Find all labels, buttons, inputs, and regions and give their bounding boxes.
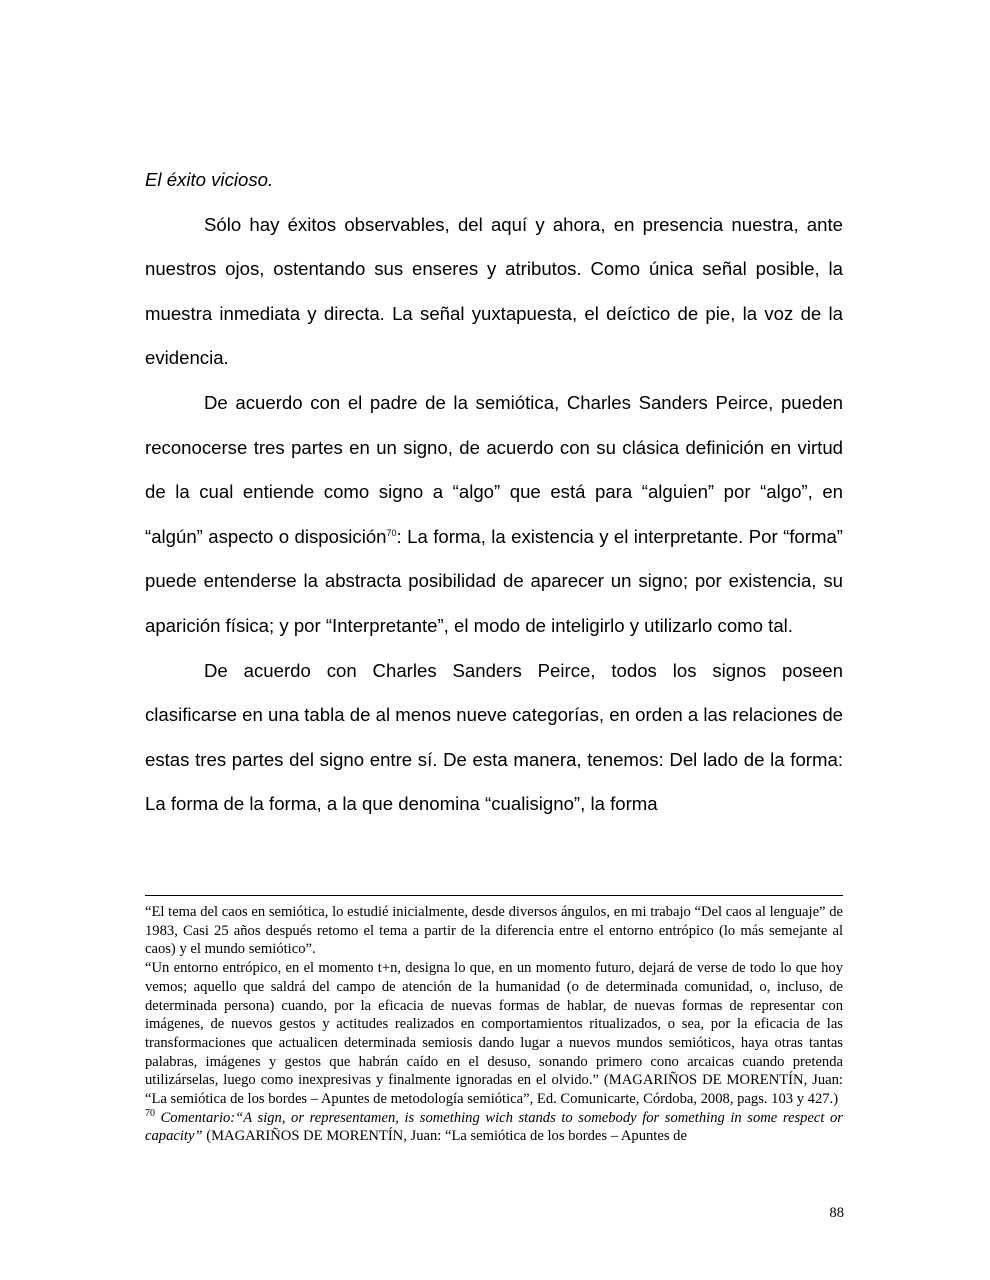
footnote-reference-70[interactable]: 70 [386, 527, 397, 538]
footnote-70 [145, 1109, 843, 1146]
footnote-70-citation: (MAGARIÑOS DE MORENTÍN, Juan: “La semiótica de los bordes – Apuntes de [202, 1128, 687, 1145]
paragraph-1: Sólo hay éxitos observables, del aquí y ahora, en presencia nuestra, ante nuestros ojos, ostentando sus enseres y atributos. Como única señal posible, la muestra inmediata y directa. La señal yuxtapuesta, el deíctico de pie, la voz de la evidencia. [145, 213, 843, 369]
footnote-70-number: 70 [145, 1107, 155, 1119]
section-heading: El éxito vicioso. [145, 169, 274, 190]
footnote-separator [145, 895, 843, 896]
paragraph-2-part-b: : La forma, la existencia y el interpretante. Por “forma” puede entenderse la abstracta posibilidad de aparecer un signo; por existencia, su aparición física; y por “Interpretante”, el modo de inteligirlo y utilizarlo como tal. [145, 525, 843, 636]
footnotes [145, 903, 843, 1146]
footnote-a: “El tema del caos en semiótica, lo estudié inicialmente, desde diversos ángulos, en mi trabajo “Del caos al lenguaje” de 1983, Casi 25 años después retomo el tema a partir de la diferencia entre el entorno entrópico (lo más semejante al caos) y el mundo semiótico”. [145, 904, 843, 958]
footnote-70-quote: “A sign, or representamen, is something wich stands to somebody for something in some respect or capacity” [145, 1109, 843, 1145]
paragraph-3: De acuerdo con Charles Sanders Peirce, todos los signos poseen clasificarse en una tabla de al menos nueve categorías, en orden a las relaciones de estas tres partes del signo entre sí. De esta manera, tenemos: Del lado de la forma: La forma de la forma, a la que denomina “cualisigno”, la forma [145, 659, 843, 815]
paragraph-2 [145, 381, 843, 649]
footnote-b: “Un entorno entrópico, en el momento t+n, designa lo que, en un momento futuro, dejará de verse de todo lo que hoy vemos; aquello que saldrá del campo de atención de la humanidad (o de determinada comunidad, o, incluso, de determinada persona) cuando, por la eficacia de nuevas formas de hablar, de nuevas formas de representar con imágenes, de nuevos gestos y actitudes realizados en comportamientos ritualizados, o sea, por la eficacia de las transformaciones que actualicen determinada semiosis dando lugar a nuevos mundos semióticos, haya otras tantas palabras, imágenes y gestos que habrán caído en el desuso, sonando primero cono arcaicas cuando pretenda utilizárselas, luego como inexpresivas y finalmente ignoradas en el olvido.” (MAGARIÑOS DE MORENTÍN, Juan: “La semiótica de los bordes – Apuntes de metodología semiótica”, Ed. Comunicarte, Córdoba, 2008, pags. 103 y 427.) [145, 960, 843, 1108]
page-number: 88 [829, 1205, 844, 1221]
main-text [145, 158, 843, 827]
footnote-70-label: Comentario: [160, 1109, 236, 1126]
paragraph-2-part-a: De acuerdo con el padre de la semiótica, Charles Sanders Peirce, pueden reconocerse tres partes en un signo, de acuerdo con su clásica definición en virtud de la cual entiende como signo a “algo” que está para “alguien” por “algo”, en “algún” aspecto o disposición [145, 391, 843, 547]
